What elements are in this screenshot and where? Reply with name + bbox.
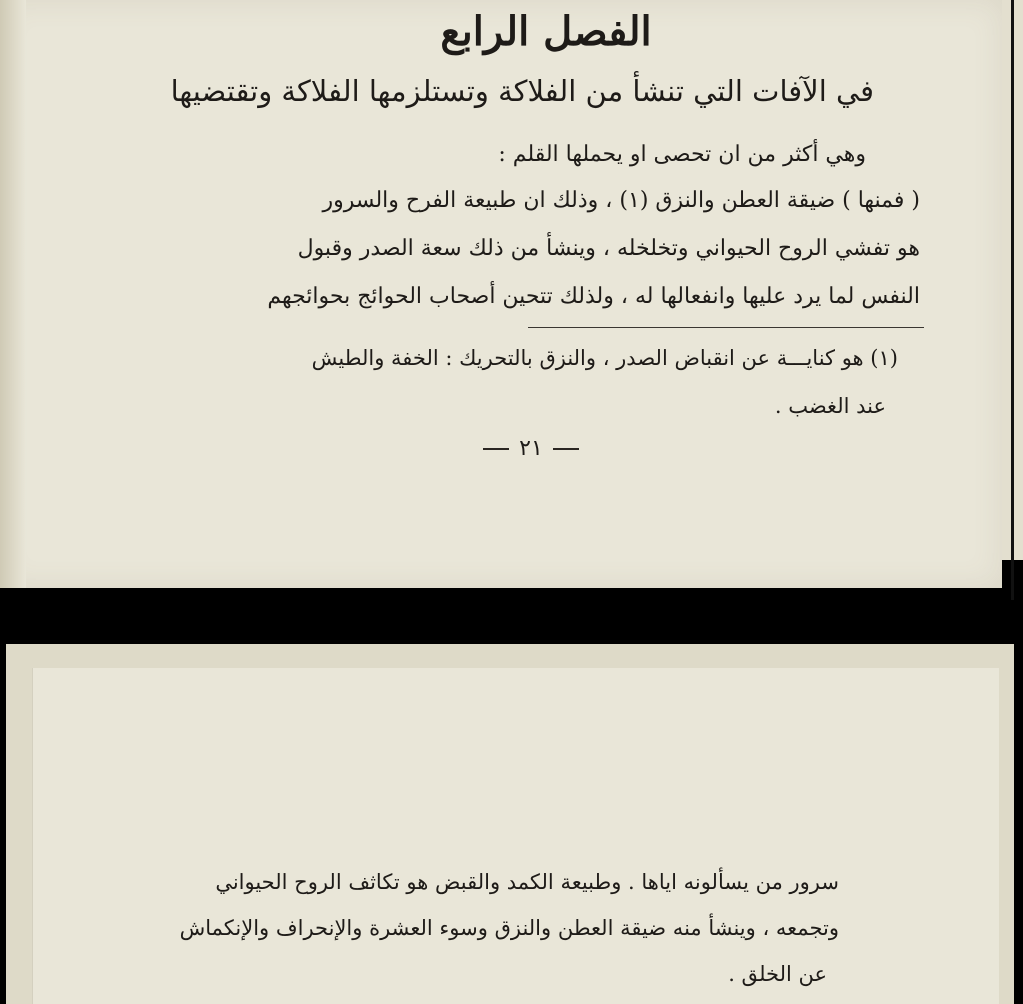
page-edge-line: [1011, 0, 1014, 600]
page-number-value: ٢١: [519, 436, 543, 461]
chapter-title: الفصل الرابع: [440, 8, 652, 55]
chapter-subtitle: في الآفات التي تنشأ من الفلاكة وتستلزمها الفلاكة وتقتضيها: [170, 74, 874, 108]
footnote-line: (١) هو كنايـــة عن انقباض الصدر ، والنزق بالتحريك : الخفة والطيش: [311, 346, 898, 370]
body-line: النفس لما يرد عليها وانفعالها له ، ولذلك تتحين أصحاب الحوائج بحوائجهم: [267, 284, 920, 309]
bottom-page-inner: [32, 668, 999, 1004]
body-line: وهي أكثر من ان تحصى او يحملها القلم :: [498, 142, 866, 167]
page-fold-shadow: [0, 0, 26, 588]
footnote-divider: [528, 327, 924, 328]
body-line: عن الخلق .: [728, 962, 827, 986]
page-number-dash: [483, 448, 509, 450]
page-number: [0, 436, 1002, 461]
bottom-page: [6, 644, 1014, 1004]
page-number-dash: [553, 448, 579, 450]
footnote-line: عند الغضب .: [774, 394, 886, 418]
body-line: هو تفشي الروح الحيواني وتخلخله ، وينشأ من ذلك سعة الصدر وقبول: [297, 236, 920, 261]
body-line: سرور من يسألونه اياها . وطبيعة الكمد والقبض هو تكاثف الروح الحيواني: [215, 870, 839, 894]
body-line: ( فمنها ) ضيقة العطن والنزق (١) ، وذلك ان طبيعة الفرح والسرور: [322, 188, 920, 213]
body-line: وتجمعه ، وينشأ منه ضيقة العطن والنزق وسوء العشرة والإنحراف والإنكماش: [179, 916, 839, 940]
